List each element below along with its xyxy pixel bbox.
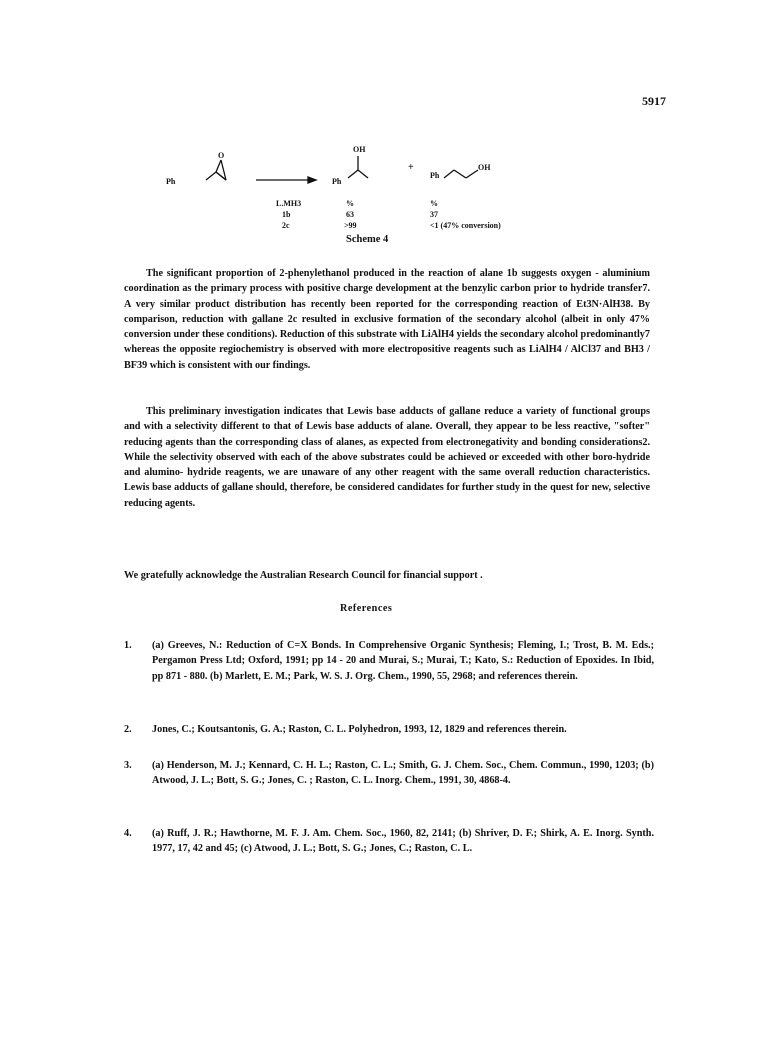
- paragraph-2-text: This preliminary investigation indicates that Lewis base adducts of gallane reduce a variety of functional groups and with a selectivity different to that of Lewis base adducts of alane. Overall, they appear to be less reactive, "softer" reducing agents than the corresponding class of alanes, as expected from electronegativity and bonding considerations2. While the selectivity observed with each of the above substrates could be achieved or exceeded with other boro-hydride and alumino- hydride reagents, we are unaware of any other reagent with the same overall reduction characteristics. Lewis base adducts of gallane should, therefore, be considered candidates for further study in the quest for new, selective reducing agents.: [124, 406, 650, 509]
- hydroxyl-label-2: OH: [478, 163, 491, 172]
- reference-number: 2.: [124, 724, 132, 735]
- references-heading: References: [340, 603, 393, 614]
- paragraph-1-text: The significant proportion of 2-phenylethanol produced in the reaction of alane 1b suggests oxygen - aluminium coordination as the primary process with positive charge development at the benzylic carbon prior to hydride transfer7. A very similar product distribution has recently been reported for the corresponding reaction of Et3N·AlH38. By comparison, reduction with gallane 2c resulted in exclusive formation of the secondary alcohol (albeit in only 47% conversion under these conditions). Reduction of this substrate with LiAlH4 yields the secondary alcohol predominantly7 whereas the opposite regiochemistry is observed with more electropositive reagents such as LiAlH4 / AlCl37 and BH3 / BF39 which is consistent with our findings.: [124, 268, 650, 371]
- oxygen-label: O: [218, 151, 225, 160]
- reagent-2c: 2c: [282, 221, 290, 230]
- hydroxyl-label-1: OH: [353, 145, 366, 154]
- reagent-header: L.MH3: [276, 199, 302, 208]
- phenyl-label-2: Ph: [332, 177, 342, 186]
- primary-percent-header: %: [430, 199, 438, 208]
- paragraph-regioselectivity: [124, 266, 650, 373]
- page-number: 5917: [642, 94, 666, 108]
- secondary-yield-2c: >99: [344, 221, 357, 230]
- reference-text: (a) Ruff, J. R.; Hawthorne, M. F. J. Am. Chem. Soc., 1960, 82, 2141; (b) Shriver, D. F.; Shirk, A. E. Inorg. Synth. 1977, 17, 42 and 45; (c) Atwood, J. L.; Bott, S. G.; Jones, C.; Raston, C. L.: [152, 828, 654, 855]
- reference-item: [124, 826, 654, 857]
- plus-sign: +: [408, 162, 414, 173]
- reference-item: [124, 638, 654, 684]
- reference-text: (a) Greeves, N.: Reduction of C=X Bonds. In Comprehensive Organic Synthesis; Fleming, I.; Trost, B. M. Eds.; Pergamon Press Ltd; Oxford, 1991; pp 14 - 20 and Murai, S.; Murai, T.; Kato, S.: Reduction of Epoxides. In Ibid, pp 871 - 880. (b) Marlett, E. M.; Park, W. S. J. Org. Chem., 1990, 55, 2968; and references therein.: [152, 640, 654, 682]
- reference-text: (a) Henderson, M. J.; Kennard, C. H. L.; Raston, C. L.; Smith, G. J. Chem. Soc., Chem. Commun., 1990, 1203; (b) Atwood, J. L.; Bott, S. G.; Jones, C. ; Raston, C. L. Inorg. Chem., 1991, 30, 4868-4.: [152, 760, 654, 787]
- paragraph-conclusion: [124, 404, 650, 511]
- primary-yield-2c: <1 (47% conversion): [430, 221, 501, 230]
- secondary-percent-header: %: [346, 199, 354, 208]
- secondary-yield-1b: 63: [346, 210, 354, 219]
- reference-number: 4.: [124, 828, 132, 839]
- reagent-1b: 1b: [282, 210, 291, 219]
- phenyl-label-3: Ph: [430, 171, 440, 180]
- reference-text: Jones, C.; Koutsantonis, G. A.; Raston, C. L. Polyhedron, 1993, 12, 1829 and references therein.: [152, 724, 567, 735]
- reference-number: 1.: [124, 640, 132, 651]
- acknowledgement: We gratefully acknowledge the Australian Research Council for financial support .: [124, 570, 483, 581]
- primary-yield-1b: 37: [430, 210, 438, 219]
- phenyl-label-1: Ph: [166, 177, 176, 186]
- reference-item: [124, 758, 654, 789]
- reference-number: 3.: [124, 760, 132, 771]
- scheme-caption: Scheme 4: [346, 234, 389, 245]
- reference-item: [124, 722, 654, 737]
